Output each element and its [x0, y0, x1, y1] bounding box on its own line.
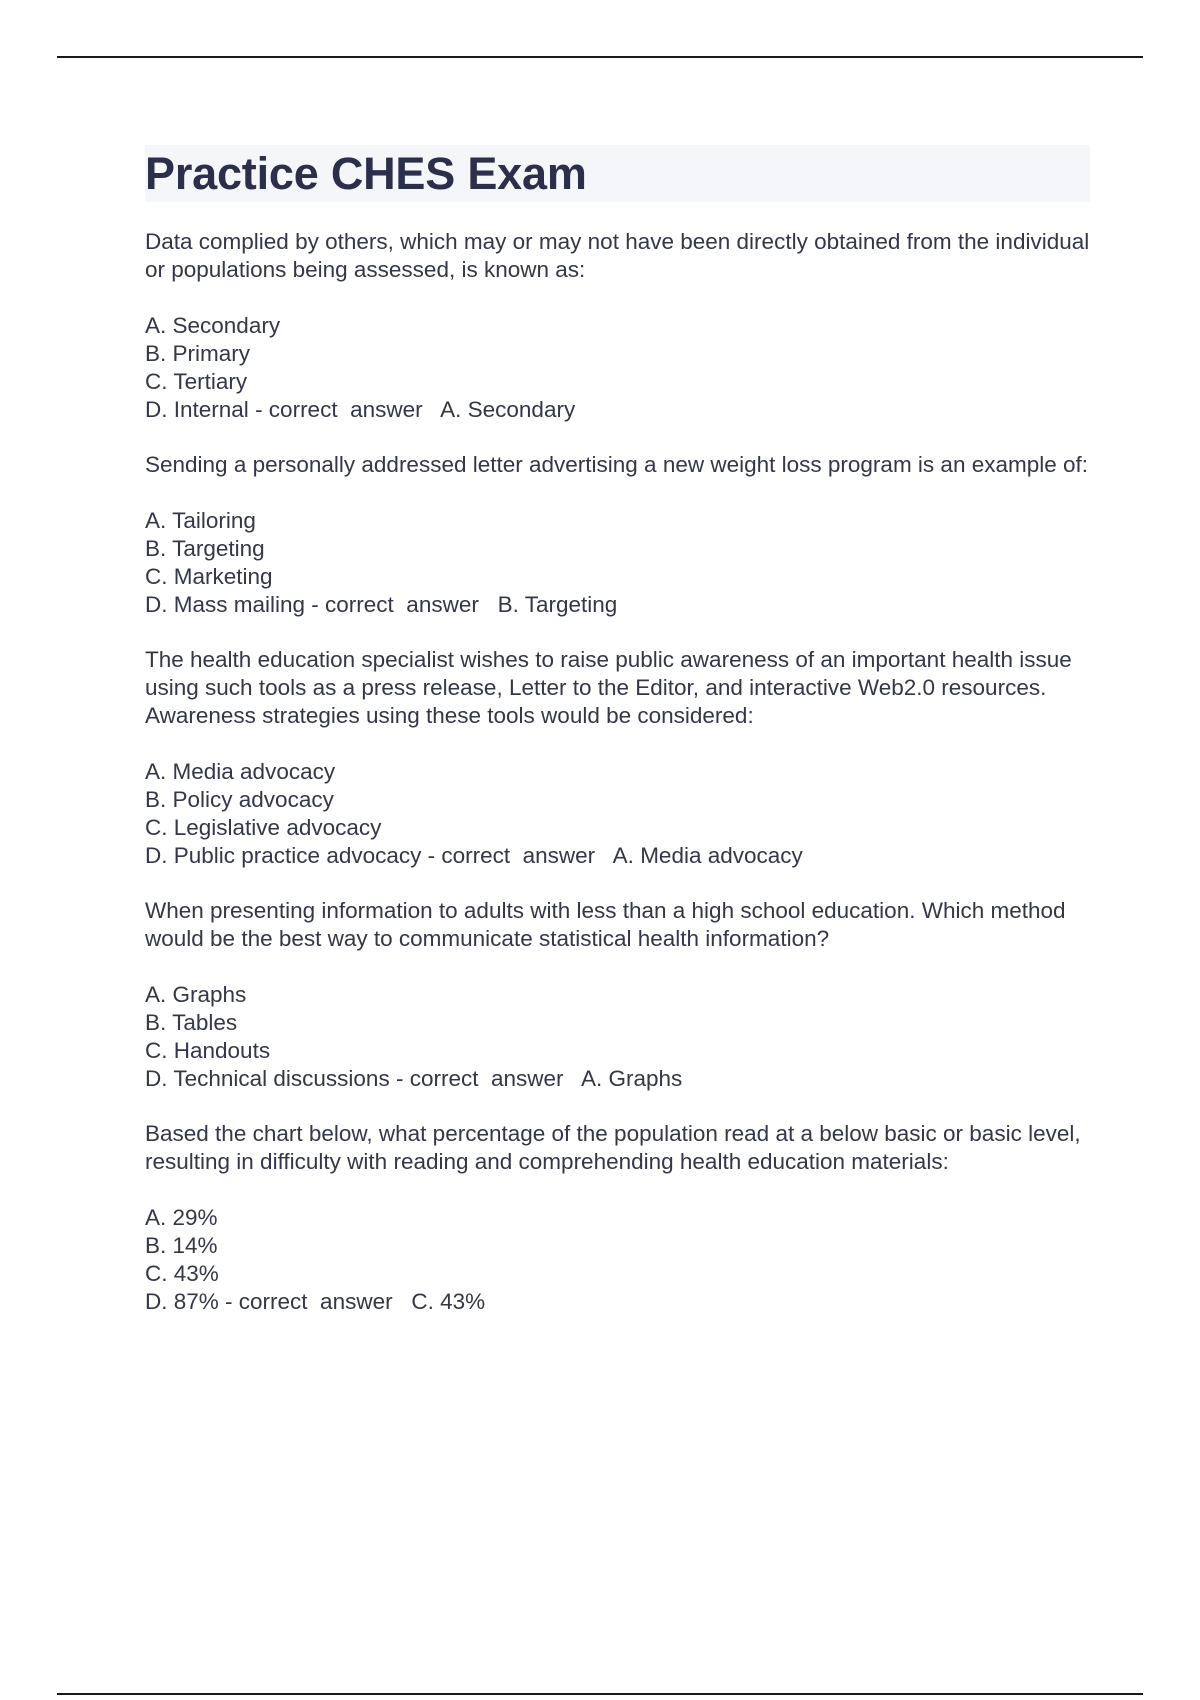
option-d-label: D. Internal: [145, 397, 249, 422]
option-c: C. Tertiary: [145, 369, 248, 394]
question-text: The health education specialist wishes to raise public awareness of an important health issue using such tools as a press release, Letter to the Editor, and interactive Web2.0 resources. Awareness strategies using these tools would be considered:: [145, 647, 1072, 728]
option-c: C. Legislative advocacy: [145, 815, 382, 840]
top-rule: [57, 56, 1143, 58]
option-a: A. Media advocacy: [145, 759, 336, 784]
question-text: Data complied by others, which may or may not have been directly obtained from the individual or populations being assessed, is known as:: [145, 229, 1090, 282]
question-4: [145, 897, 1090, 1093]
title-bar: [145, 145, 1090, 202]
question-1: [145, 228, 1090, 424]
option-a: A. Graphs: [145, 982, 247, 1007]
option-b: B. 14%: [145, 1233, 218, 1258]
option-b: B. Policy advocacy: [145, 787, 334, 812]
correct-answer-note: - correct answer A. Secondary: [248, 397, 576, 422]
option-b: B. Tables: [145, 1010, 238, 1035]
correct-answer-note: - correct answer A. Graphs: [389, 1066, 683, 1091]
correct-answer-note: - correct answer B. Targeting: [305, 592, 618, 617]
option-d-label: D. Mass mailing: [145, 592, 306, 617]
question-text: Based the chart below, what percentage of the population read at a below basic or basic level, resulting in difficulty with reading and comprehending health education materials:: [145, 1121, 1081, 1174]
option-d: [145, 591, 1090, 619]
option-c: C. 43%: [145, 1261, 219, 1286]
question-text: When presenting information to adults with less than a high school education. Which method would be the best way to communicate statistical health information?: [145, 898, 1066, 951]
correct-answer-note: - correct answer A. Media advocacy: [421, 843, 803, 868]
option-d: [145, 1288, 1090, 1316]
option-b: B. Targeting: [145, 536, 265, 561]
option-d: [145, 396, 1090, 424]
option-list: [145, 981, 1090, 1093]
option-list: [145, 507, 1090, 619]
option-a: A. Secondary: [145, 313, 281, 338]
document-body: [145, 145, 1090, 1343]
question-3: [145, 646, 1090, 870]
option-d: [145, 842, 1090, 870]
question-2: [145, 451, 1090, 619]
option-d-label: D. 87%: [145, 1289, 219, 1314]
question-text: Sending a personally addressed letter advertising a new weight loss program is an example of:: [145, 452, 1089, 477]
option-a: A. 29%: [145, 1205, 218, 1230]
option-c: C. Handouts: [145, 1038, 271, 1063]
option-d-label: D. Technical discussions: [145, 1066, 390, 1091]
option-d: [145, 1065, 1090, 1093]
correct-answer-note: - correct answer C. 43%: [218, 1289, 486, 1314]
option-list: [145, 312, 1090, 424]
option-c: C. Marketing: [145, 564, 273, 589]
bottom-rule: [57, 1693, 1143, 1695]
option-b: B. Primary: [145, 341, 251, 366]
question-5: [145, 1120, 1090, 1316]
option-d-label: D. Public practice advocacy: [145, 843, 422, 868]
page-title: Practice CHES Exam: [145, 147, 587, 199]
option-a: A. Tailoring: [145, 508, 256, 533]
option-list: [145, 758, 1090, 870]
option-list: [145, 1204, 1090, 1316]
